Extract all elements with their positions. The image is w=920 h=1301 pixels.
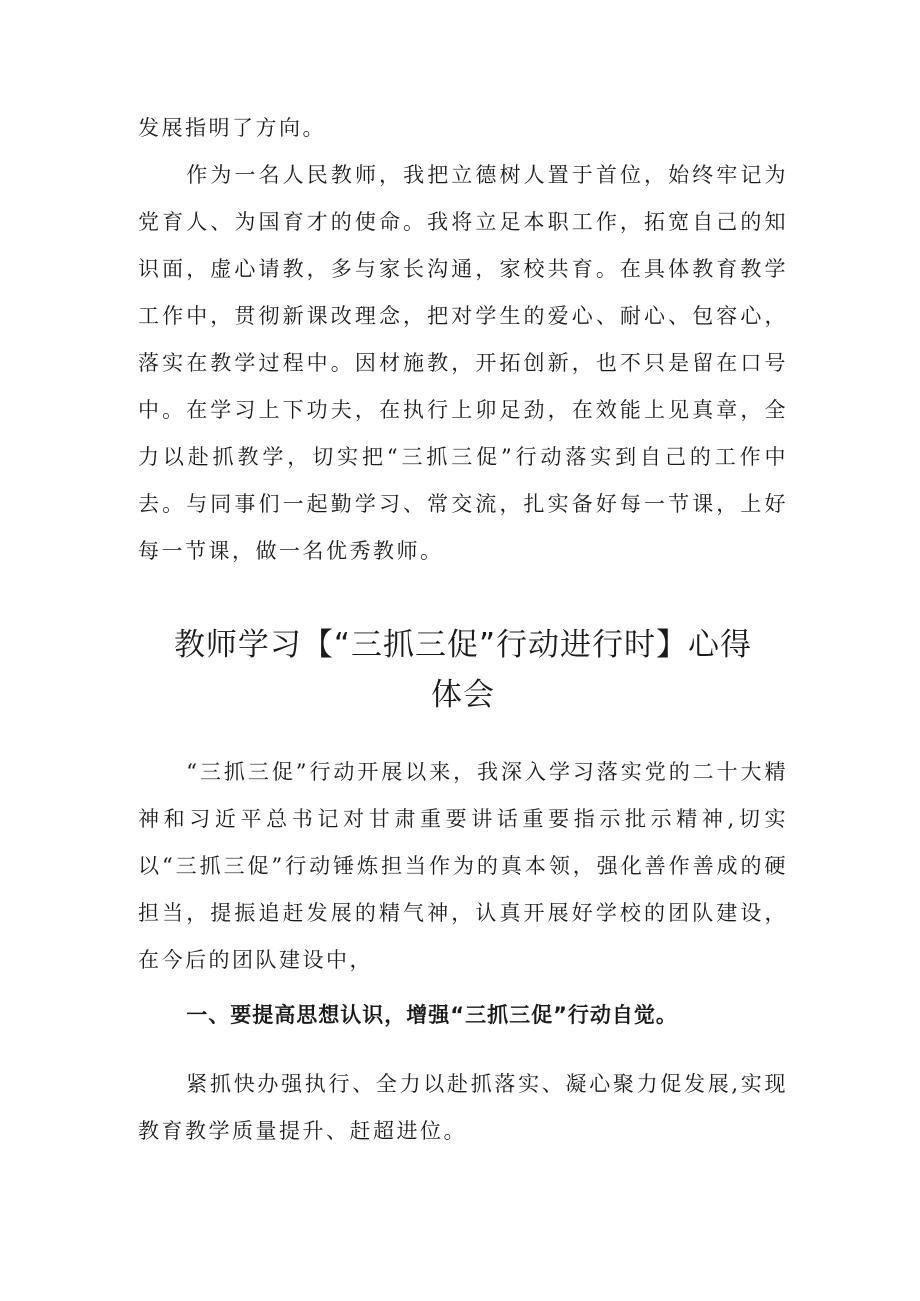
article-title-line-2: 体会 (431, 677, 495, 713)
paragraph-intro: “三抓三促”行动开展以来，我深入学习落实党的二十大精神和习近平总书记对甘肃重要讲话重要指示批示精神,切实以“三抓三促”行动锤炼担当作为的真本领，强化善作善成的硬担当，提振追赶发展的精气神，认真开展好学校的团队建设，在今后的团队建设中， (138, 760, 788, 972)
section-heading-1: 一、要提高思想认识，增强“三抓三促”行动自觉。 (186, 1003, 678, 1027)
paragraph-section-1: 紧抓快办强执行、全力以赴抓落实、凝心聚力促发展,实现教育教学质量提升、赶超进位。 (138, 1072, 788, 1143)
paragraph-teacher-commitment: 作为一名人民教师，我把立德树人置于首位，始终牢记为党育人、为国育才的使命。我将立足本职工作，拓宽自己的知识面，虚心请教，多与家长沟通，家校共育。在具体教育教学工作中，贯彻新课改理念，把对学生的爱心、耐心、包容心，落实在教学过程中。因材施教，开拓创新，也不只是留在口号中。在学习上下功夫，在执行上卯足劲，在效能上见真章，全力以赴抓教学，切实把“三抓三促”行动落实到自己的工作中去。与同事们一起勤学习、常交流，扎实备好每一节课，上好每一节课，做一名优秀教师。 (138, 163, 788, 563)
paragraph-continuation: 发展指明了方向。 (138, 116, 326, 140)
article-title-line-1: 教师学习【“三抓三促”行动进行时】心得 (173, 627, 753, 663)
article-title (138, 620, 788, 720)
